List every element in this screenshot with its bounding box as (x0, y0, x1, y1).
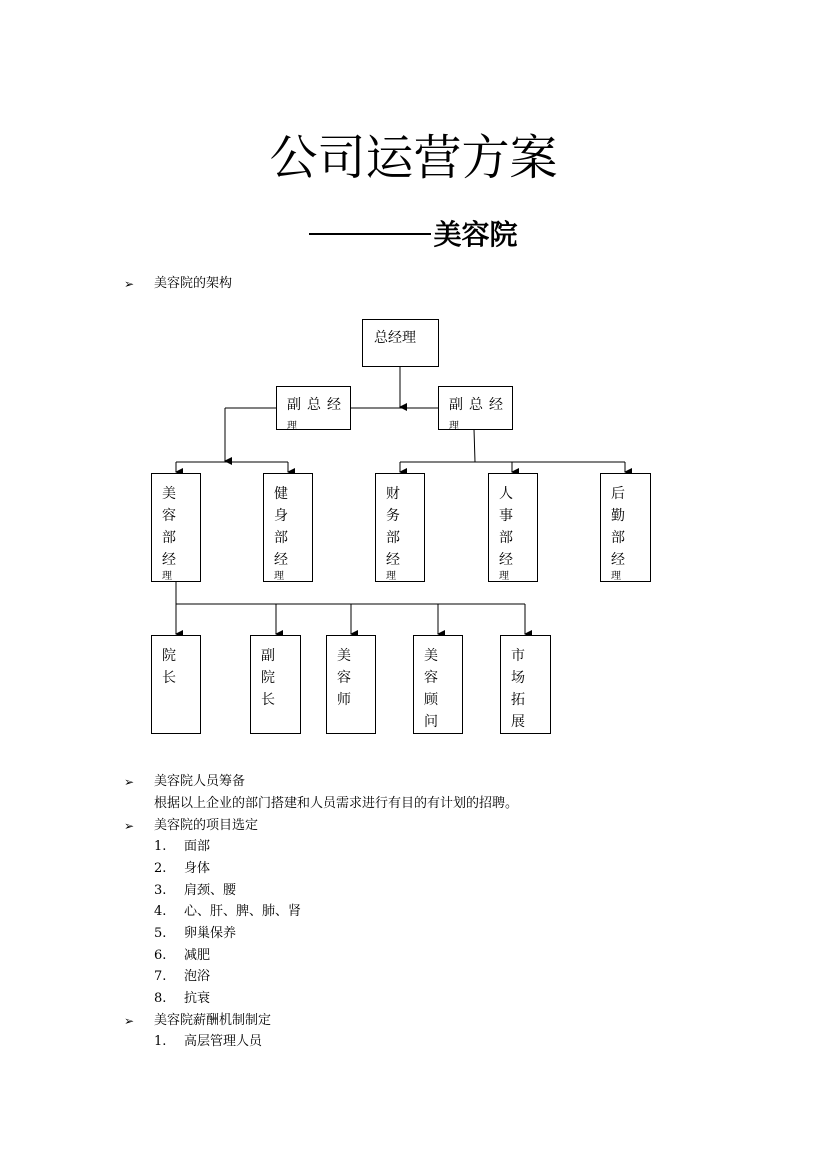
org-box-staff-marketing (500, 635, 551, 734)
org-char: 场 (511, 670, 525, 686)
org-box-deputy-2 (438, 386, 513, 430)
org-char: 经 (274, 552, 288, 568)
bullet-arrow-icon: ➢ (124, 277, 135, 291)
org-box-staff-director (151, 635, 201, 734)
bullet-arrow-icon: ➢ (124, 819, 135, 833)
org-char: 部 (274, 530, 288, 546)
subtitle-text: 美容院 (433, 218, 518, 251)
org-char: 问 (424, 714, 438, 730)
org-box-dept-hr (488, 473, 538, 582)
section-heading: 美容院薪酬机制制定 (154, 1013, 272, 1028)
org-char: 身 (274, 508, 288, 524)
org-char: 院 (261, 670, 275, 686)
org-box-label: 副总经 (449, 397, 509, 413)
org-char: 师 (337, 692, 351, 708)
connector-deputy-right-down (474, 429, 475, 462)
list-number: 4. (154, 904, 167, 919)
list-item: 高层管理人员 (184, 1034, 263, 1049)
org-box-staff-consultant (413, 635, 463, 734)
org-char: 后 (611, 486, 625, 502)
org-box-cut-char: 理 (162, 571, 172, 582)
list-number: 1. (154, 1034, 167, 1049)
bullet-arrow-icon: ➢ (124, 1014, 135, 1028)
org-char: 勤 (611, 508, 625, 524)
list-item: 心、肝、脾、肺、肾 (184, 904, 302, 919)
org-char: 市 (511, 648, 525, 664)
list-item: 泡浴 (184, 969, 211, 984)
org-char: 经 (499, 552, 513, 568)
org-char: 部 (162, 530, 176, 546)
org-char: 容 (162, 508, 176, 524)
section-heading: 美容院人员筹备 (154, 774, 246, 789)
section-heading: 美容院的项目选定 (154, 818, 259, 833)
org-char: 部 (386, 530, 400, 546)
org-char: 院 (162, 648, 176, 664)
section-heading: 美容院的架构 (154, 276, 233, 291)
list-number: 7. (154, 969, 167, 984)
org-char: 人 (499, 486, 513, 502)
org-char: 美 (162, 486, 176, 502)
org-char: 部 (499, 530, 513, 546)
list-number: 5. (154, 926, 167, 941)
org-box-general-manager (362, 319, 439, 367)
org-char: 拓 (511, 692, 525, 708)
org-char: 健 (274, 486, 288, 502)
org-char: 顾 (424, 692, 438, 708)
list-number: 3. (154, 883, 167, 898)
list-number: 2. (154, 861, 167, 876)
section-body: 根据以上企业的部门搭建和人员需求进行有目的有计划的招聘。 (154, 796, 519, 811)
org-box-dept-finance (375, 473, 425, 582)
org-box-label: 总经理 (374, 330, 416, 346)
bullet-arrow-icon: ➢ (124, 775, 135, 789)
org-box-cut-char: 理 (499, 571, 509, 582)
org-char: 经 (386, 552, 400, 568)
org-char: 务 (386, 508, 400, 524)
list-item: 身体 (184, 861, 211, 876)
org-char: 事 (499, 508, 513, 524)
org-box-dept-beauty (151, 473, 201, 582)
org-char: 展 (511, 714, 525, 730)
org-char: 容 (424, 670, 438, 686)
org-char: 长 (162, 670, 176, 686)
org-box-dept-fitness (263, 473, 313, 582)
org-box-label: 副总经 (287, 397, 347, 413)
org-box-dept-logistics (600, 473, 651, 582)
org-char: 容 (337, 670, 351, 686)
org-box-cut-char: 理 (449, 421, 459, 430)
list-number: 1. (154, 839, 167, 854)
org-box-cut-char: 理 (287, 421, 297, 430)
org-char: 经 (162, 552, 176, 568)
list-item: 减肥 (184, 948, 211, 963)
org-char: 经 (611, 552, 625, 568)
list-item: 肩颈、腰 (184, 883, 237, 898)
list-item: 卵巢保养 (184, 926, 237, 941)
org-char: 副 (261, 648, 275, 664)
org-char: 长 (261, 692, 275, 708)
list-number: 8. (154, 991, 167, 1006)
org-char: 财 (386, 486, 400, 502)
org-char: 美 (337, 648, 351, 664)
org-char: 美 (424, 648, 438, 664)
org-char: 部 (611, 530, 625, 546)
org-box-cut-char: 理 (611, 571, 621, 582)
list-item: 面部 (184, 839, 211, 854)
list-item: 抗衰 (184, 991, 211, 1006)
list-number: 6. (154, 948, 167, 963)
document-title: 公司运营方案 (269, 130, 558, 186)
org-box-cut-char: 理 (386, 571, 396, 582)
org-box-deputy-1 (276, 386, 351, 430)
org-box-cut-char: 理 (274, 571, 284, 582)
org-box-staff-vice-director (250, 635, 301, 734)
org-box-staff-beautician (326, 635, 376, 734)
